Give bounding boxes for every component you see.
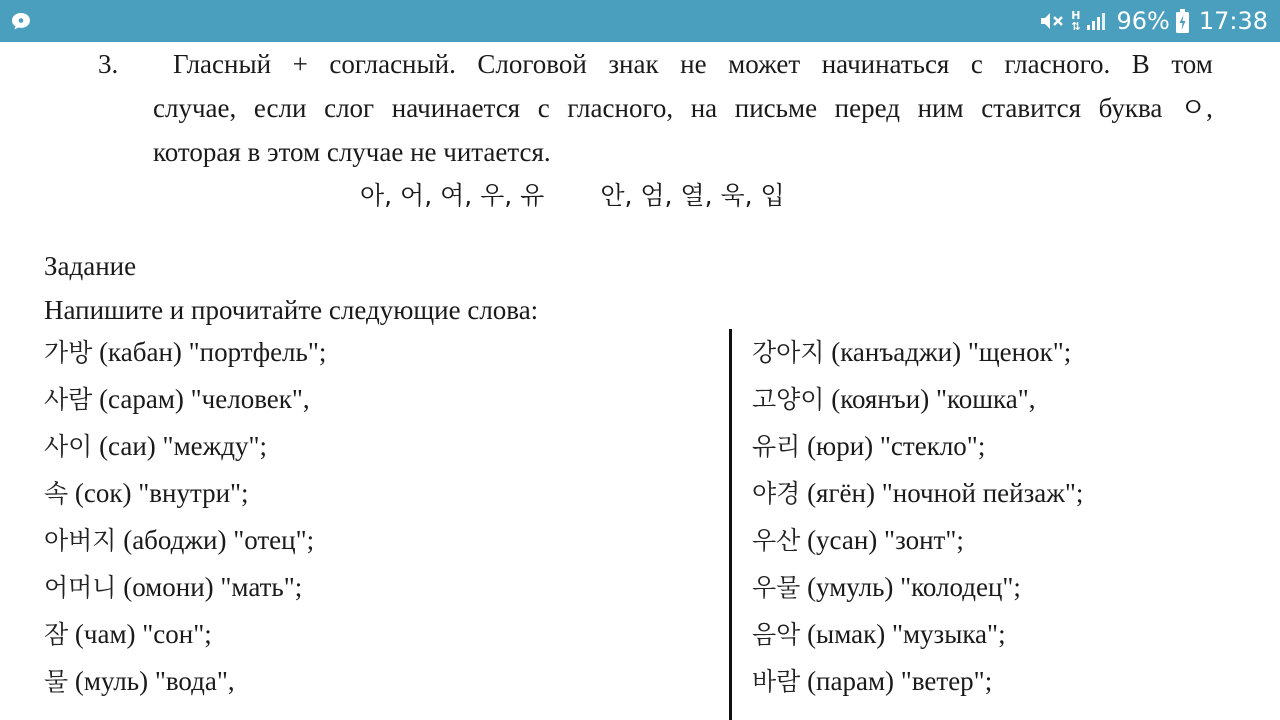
paragraph-word: знак xyxy=(608,49,659,79)
korean-word: 우산 xyxy=(752,526,801,555)
task-instruction: Напишите и прочитайте следующие слова: xyxy=(44,295,539,325)
network-type-indicator: H ⇅ xyxy=(1071,9,1081,33)
paragraph-word: случае, xyxy=(153,93,237,123)
word-list-item xyxy=(752,612,1083,659)
paragraph-word: если xyxy=(253,93,307,123)
paragraph-word: перед xyxy=(834,93,900,123)
word-list-item xyxy=(44,565,326,612)
paragraph-word: Гласный xyxy=(173,49,272,79)
paragraph-word: согласный. xyxy=(329,49,456,79)
paragraph-line-1 xyxy=(153,42,1213,86)
paragraph-word: слог xyxy=(324,93,375,123)
paragraph-word: с xyxy=(970,49,983,79)
word-translation: (саи) "между"; xyxy=(92,431,268,461)
korean-word: 가방 xyxy=(44,338,93,367)
examples-syllables: 안, 엄, 열, 욱, 입 xyxy=(600,181,785,210)
word-list-item xyxy=(44,518,326,565)
signal-bars-icon xyxy=(1086,11,1108,31)
paragraph-word: на xyxy=(690,93,718,123)
task-title: Задание xyxy=(44,251,137,281)
word-translation: (сок) "внутри"; xyxy=(68,478,249,508)
battery-charging-icon xyxy=(1176,9,1189,33)
word-list-item xyxy=(752,659,1083,706)
korean-word: 음악 xyxy=(752,620,801,649)
clock: 17:38 xyxy=(1198,7,1268,35)
korean-word: 사람 xyxy=(44,385,93,414)
paragraph-number: 3. xyxy=(98,49,119,79)
column-divider xyxy=(729,329,732,720)
paragraph-word: + xyxy=(292,49,308,79)
examples-vowels: 아, 어, 여, 우, 유 xyxy=(360,181,545,210)
word-list-item xyxy=(752,471,1083,518)
word-translation: (муль) "вода", xyxy=(68,666,235,696)
word-translation: (усан) "зонт"; xyxy=(800,525,964,555)
paragraph-word: может xyxy=(728,49,801,79)
word-list-item xyxy=(44,424,326,471)
korean-word: 우물 xyxy=(752,573,801,602)
word-translation: (парам) "ветер"; xyxy=(800,666,993,696)
paragraph-word: буква xyxy=(1098,93,1163,123)
paragraph-word: ним xyxy=(917,93,964,123)
word-translation: (сарам) "человек", xyxy=(92,384,310,414)
word-translation: (юри) "стекло"; xyxy=(800,431,986,461)
paragraph-line-2 xyxy=(153,86,1213,130)
paragraph-word: не xyxy=(680,49,707,79)
paragraph-word: с xyxy=(537,93,550,123)
paragraph-word: письме xyxy=(734,93,818,123)
word-list-item xyxy=(752,330,1083,377)
word-translation: (абоджи) "отец"; xyxy=(116,525,315,555)
paragraph-word: том xyxy=(1171,49,1213,79)
paragraph-word: начинаться xyxy=(821,49,950,79)
hangul-examples xyxy=(360,174,785,218)
korean-word: 아버지 xyxy=(44,526,117,555)
korean-word: 어머니 xyxy=(44,573,117,602)
korean-word: 속 xyxy=(44,479,69,508)
paragraph-word: В xyxy=(1131,49,1150,79)
word-translation: (умуль) "колодец"; xyxy=(800,572,1021,602)
word-list-right xyxy=(752,330,1083,706)
korean-word: 사이 xyxy=(44,432,93,461)
status-bar xyxy=(0,0,1280,42)
chat-bubble-icon xyxy=(10,11,32,31)
mute-icon xyxy=(1039,10,1065,32)
word-list-item xyxy=(752,518,1083,565)
korean-word: 고양이 xyxy=(752,385,825,414)
word-list-item xyxy=(44,659,326,706)
korean-word: 유리 xyxy=(752,432,801,461)
word-list-item xyxy=(44,377,326,424)
word-translation: (чам) "сон"; xyxy=(68,619,212,649)
word-translation: (канъаджи) "щенок"; xyxy=(824,337,1072,367)
korean-word: 야경 xyxy=(752,479,801,508)
paragraph-word: ㅇ, xyxy=(1180,93,1213,123)
korean-word: 강아지 xyxy=(752,338,825,367)
korean-word: 물 xyxy=(44,667,69,696)
battery-percent: 96% xyxy=(1116,7,1170,35)
word-list-item xyxy=(44,612,326,659)
paragraph-word: гласного. xyxy=(1004,49,1111,79)
word-translation: (ягён) "ночной пейзаж"; xyxy=(800,478,1084,508)
paragraph-word: ставится xyxy=(981,93,1082,123)
document-page xyxy=(0,42,1280,720)
word-translation: (коянъи) "кошка", xyxy=(824,384,1036,414)
paragraph-line-3: которая в этом случае не читается. xyxy=(153,137,551,167)
paragraph-word: начинается xyxy=(391,93,521,123)
korean-word: 바람 xyxy=(752,667,801,696)
word-list-item xyxy=(752,424,1083,471)
paragraph-word: Слоговой xyxy=(477,49,587,79)
word-list-item xyxy=(44,330,326,377)
word-list-item xyxy=(752,377,1083,424)
word-translation: (кабан) "портфель"; xyxy=(92,337,327,367)
paragraph-word: гласного, xyxy=(567,93,674,123)
word-list-item xyxy=(752,565,1083,612)
word-list-left xyxy=(44,330,326,706)
word-translation: (ымак) "музыка"; xyxy=(800,619,1006,649)
korean-word: 잠 xyxy=(44,620,69,649)
rule-paragraph xyxy=(153,42,1213,174)
word-translation: (омони) "мать"; xyxy=(116,572,303,602)
word-list-item xyxy=(44,471,326,518)
